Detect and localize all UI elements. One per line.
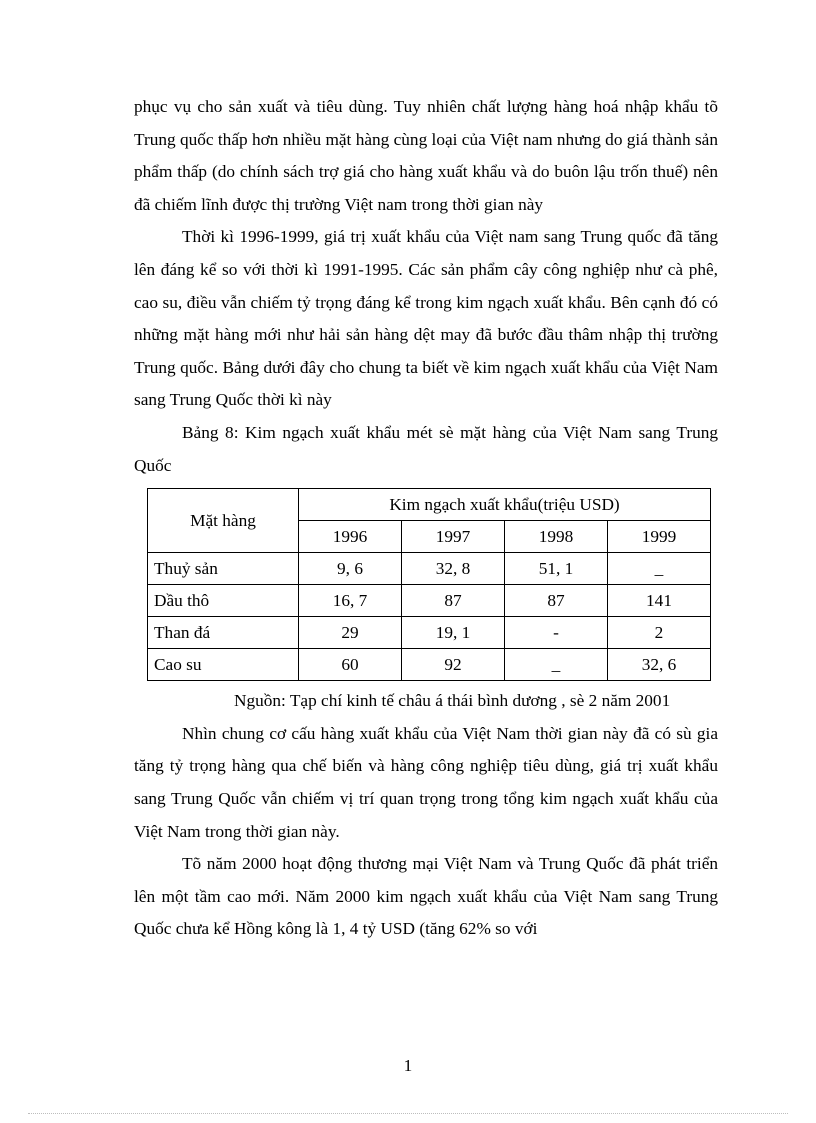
table-cell: 87 [402,585,505,617]
table-cell: - [505,617,608,649]
paragraph-2: Thời kì 1996-1999, giá trị xuất khẩu của Việt nam sang Trung quốc đã tăng lên đáng kể so với thời kì 1991-1995. Các sản phẩm cây công nghiệp như cà phê, cao su, điều vẫn chiếm tỷ trọng đáng kể trong kim ngạch xuất khẩu. Bên cạnh đó có những mặt hàng mới như hải sản hàng dệt may đã bước đầu thâm nhập thị trường Trung quốc. Bảng dưới đây cho chung ta biết về kim ngạch xuất khẩu của Việt Nam sang Trung Quốc thời kì này [134,227,718,410]
table-row [148,585,711,617]
table-header-row [148,489,711,521]
table-cell: 32, 6 [608,649,711,681]
table-cell: 87 [505,585,608,617]
table-row [148,617,711,649]
group-header: Kim ngạch xuất khẩu(triệu USD) [299,489,711,521]
table-cell: 19, 1 [402,617,505,649]
paragraph-4: Tõ năm 2000 hoạt động thương mại Việt Nam và Trung Quốc đã phát triển lên một tầm cao mới. Năm 2000 kim ngạch xuất khẩu của Việt Nam sang Trung Quốc chưa kể Hồng kông là 1, 4 tỷ USD (tăng 62% so với [134,854,718,939]
table-cell: 29 [299,617,402,649]
year-header: 1997 [402,521,505,553]
source-note: Nguồn: Tạp chí kinh tế châu á thái bình dương , sè 2 năm 2001 [234,691,671,711]
table-cell: 92 [402,649,505,681]
year-header: 1996 [299,521,402,553]
table-cell: 60 [299,649,402,681]
row-item: Than đá [148,617,299,649]
page-body [134,91,718,946]
row-item: Thuỷ sản [148,553,299,585]
table-cell: 32, 8 [402,553,505,585]
table-cell: 51, 1 [505,553,608,585]
year-header: 1999 [608,521,711,553]
paragraph-1: phục vụ cho sản xuất và tiêu dùng. Tuy nhiên chất lượng hàng hoá nhập khẩu tõ Trung quốc thấp hơn nhiều mặt hàng cùng loại của Việt nam nhưng do giá thành sản phẩm thấp (do chính sách trợ giá cho hàng xuất khẩu và do buôn lậu trốn thuế) nên đã chiếm lĩnh được thị trường Việt nam trong thời gian này [134,97,718,214]
item-header: Mặt hàng [148,489,299,553]
page-number: 1 [403,1056,413,1075]
table-cell: 141 [608,585,711,617]
row-item: Dầu thô [148,585,299,617]
row-item: Cao su [148,649,299,681]
year-header: 1998 [505,521,608,553]
paragraph-3: Nhìn chung cơ cấu hàng xuất khẩu của Việt Nam thời gian này đã có sù gia tăng tỷ trọng hàng qua chế biến và hàng công nghiệp tiêu dùng, giá trị xuất khẩu sang Trung Quốc vẫn chiếm vị trí quan trọng trong tổng kim ngạch xuất khẩu của Việt Nam trong thời gian này. [134,723,718,841]
table-cell: 16, 7 [299,585,402,617]
table-cell: 9, 6 [299,553,402,585]
table-caption: Bảng 8: Kim ngạch xuất khẩu mét sè mặt hàng của Việt Nam sang Trung Quốc [134,422,718,475]
export-table [147,488,711,681]
bottom-rule [28,1113,788,1114]
table-cell: _ [505,649,608,681]
table-cell: _ [608,553,711,585]
table-row [148,553,711,585]
table-cell: 2 [608,617,711,649]
table-row [148,649,711,681]
